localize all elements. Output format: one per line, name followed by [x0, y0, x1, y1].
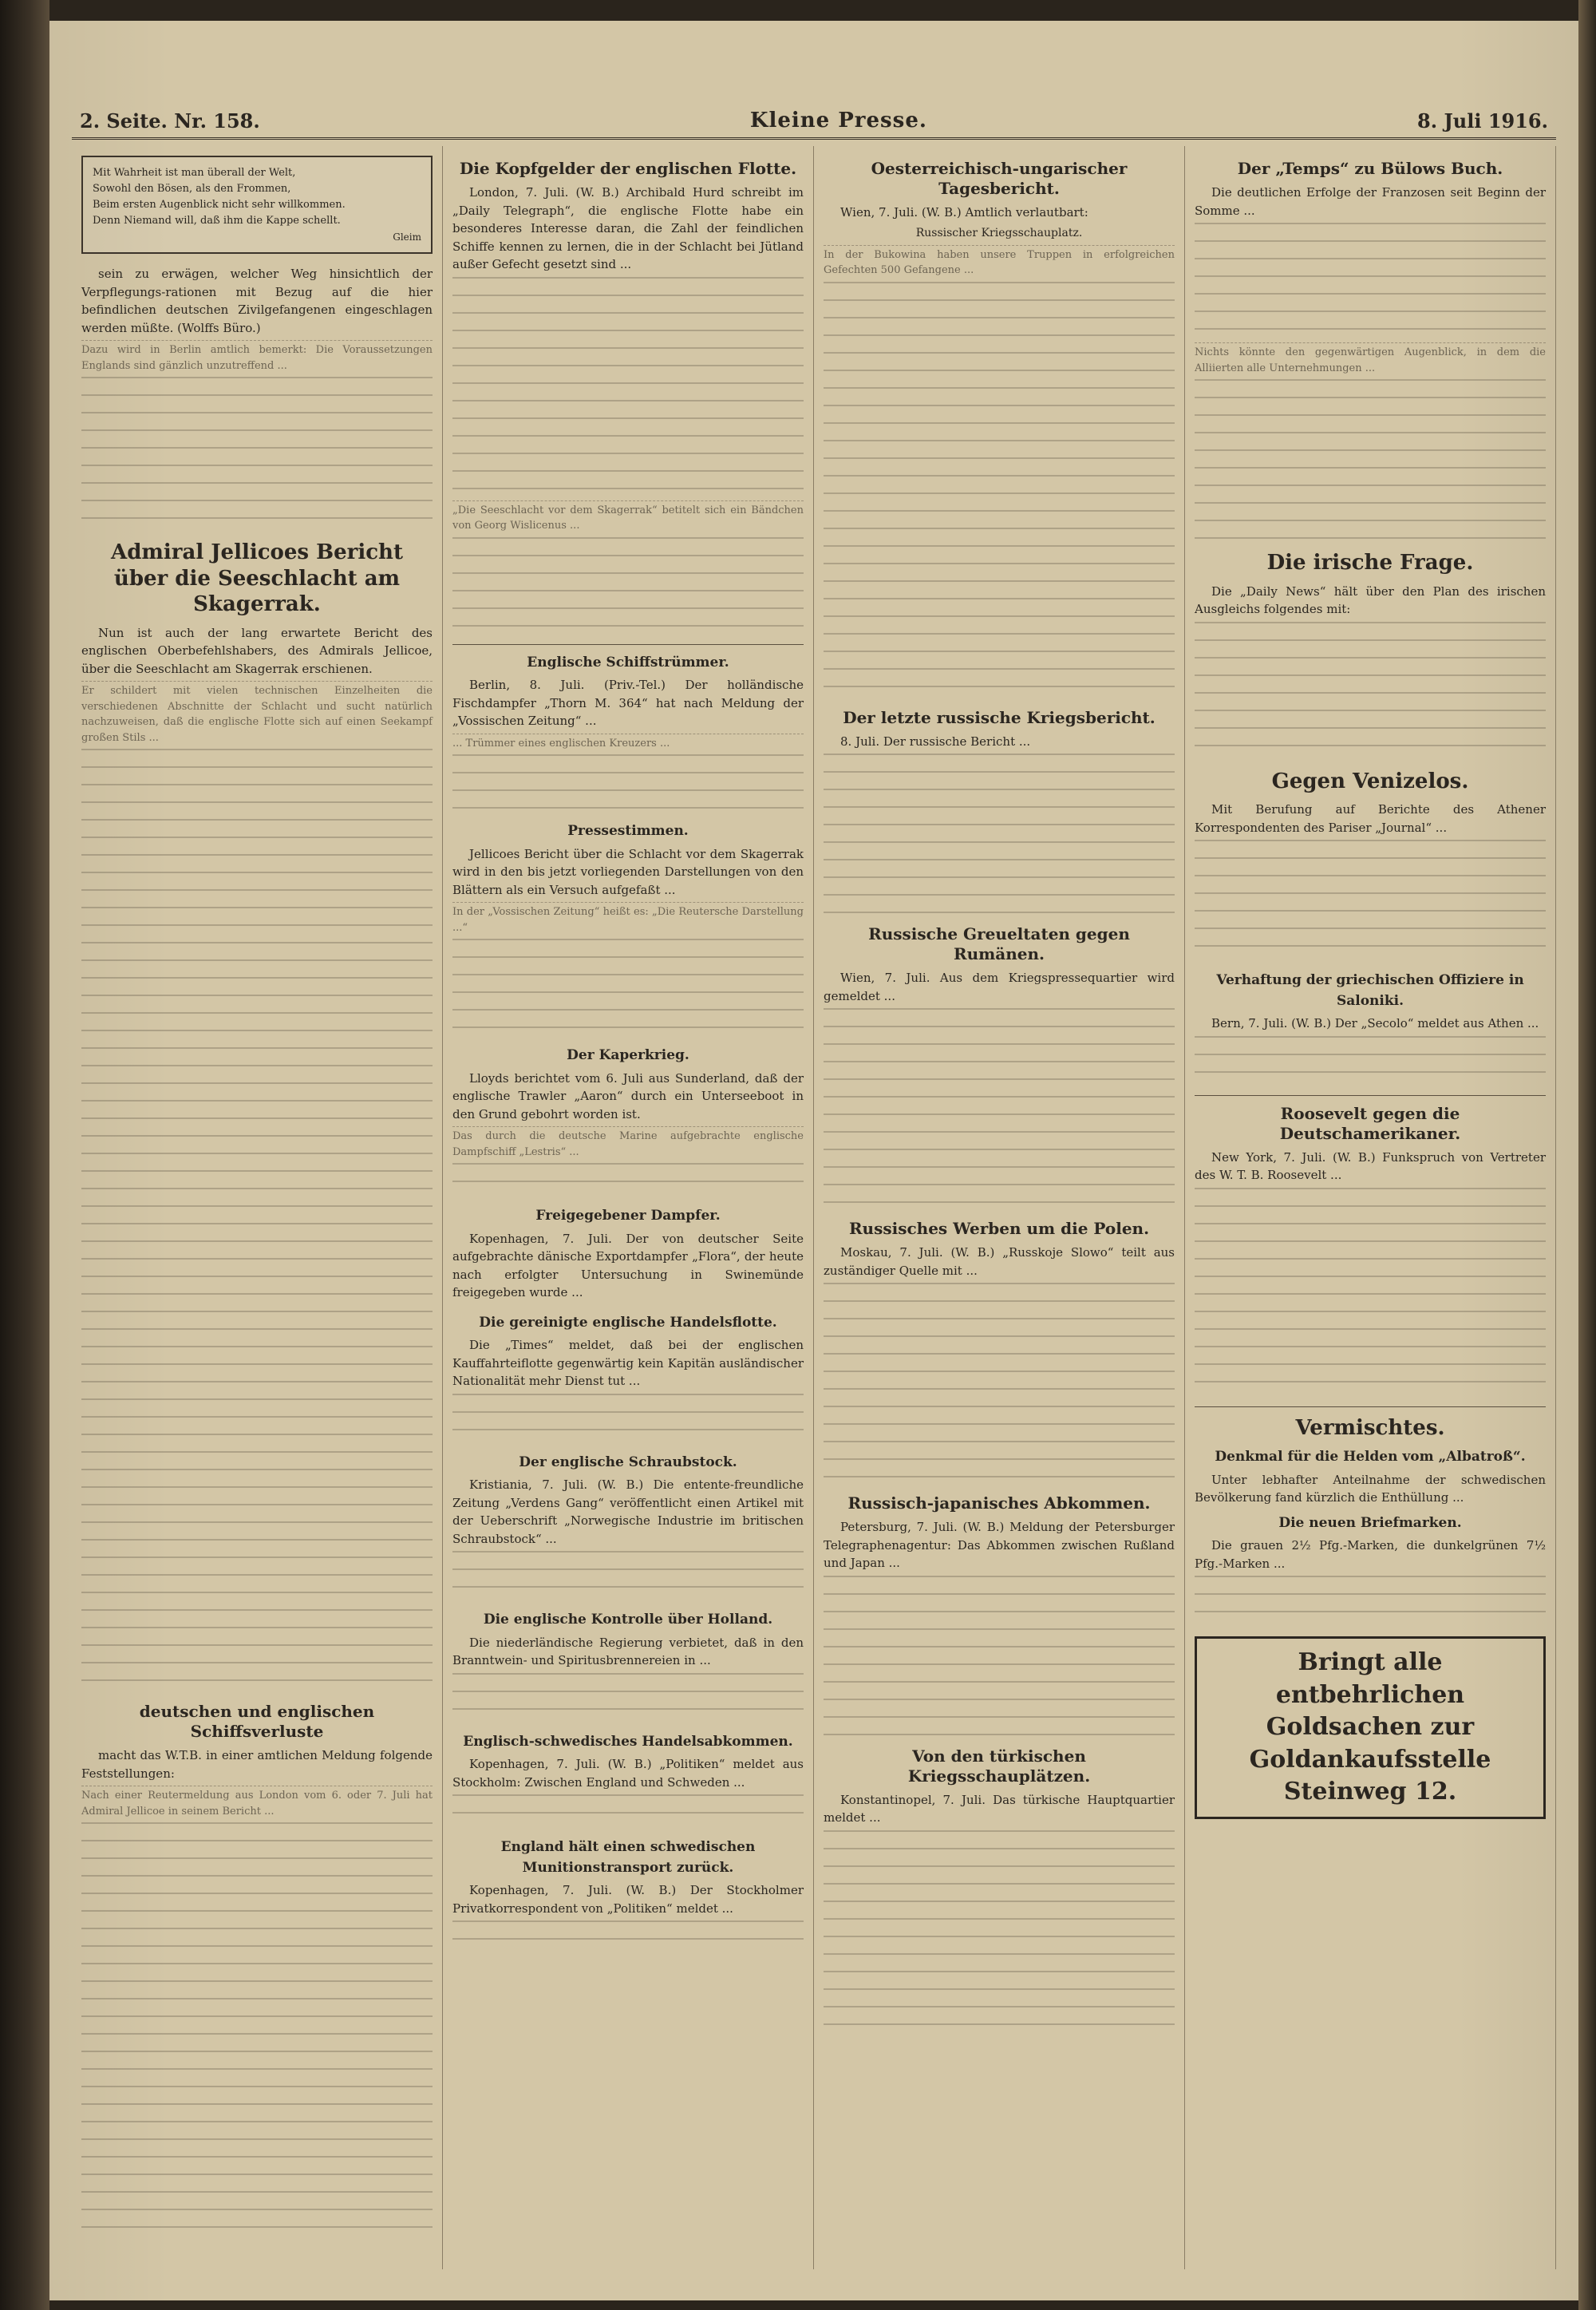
article-offiziere — [1195, 971, 1546, 1084]
goldankauf-advert: Bringt alle entbehrlichen Goldsachen zur Goldankaufsstelle Steinweg 12. — [1195, 1636, 1546, 1819]
headline: Der englische Schraubstock. — [519, 1454, 737, 1470]
article-kaperkrieg — [452, 1046, 804, 1195]
article-lead: sein zu erwägen, welcher Weg hinsichtlich der Verpflegungs-rationen mit Bezug auf die hier befindlichen deutschen Zivilgefangenen eingeschlagen werden müßte. (Wolffs Büro.) — [81, 267, 433, 335]
motto-signature: Gleim — [393, 231, 421, 243]
body-text-lines — [1195, 840, 1546, 959]
article-body: ... Trümmer eines englischen Kreuzers ... — [452, 734, 804, 752]
divider — [452, 644, 804, 645]
article-lead: macht das W.T.B. in einer amtlichen Meldung folgende Feststellungen: — [81, 1748, 433, 1781]
article-lead: Lloyds berichtet vom 6. Juli aus Sunderland, daß der englische Trawler „Aaron“ durch ein Unterseeboot in den Grund gebohrt worden ist. — [452, 1070, 804, 1121]
article-vermischtes — [1195, 1415, 1546, 1624]
motto-line: Sowohl den Bösen, als den Frommen, — [93, 183, 291, 196]
headline: Der Kaperkrieg. — [567, 1047, 689, 1063]
headline: Russisch-japanisches Abkommen. — [847, 1493, 1151, 1513]
headline: Gegen Venizelos. — [1271, 769, 1469, 793]
body-text-lines — [452, 1920, 804, 1952]
article-lead: Die deutlichen Erfolge der Franzosen seit Beginn der Somme ... — [1195, 185, 1546, 218]
headline: Von den türkischen Kriegsschauplätzen. — [907, 1746, 1091, 1786]
article-schiffsverluste — [81, 1702, 433, 2237]
article-lead: Jellicoes Bericht über die Schlacht vor dem Skagerrak wird in den bis jetzt vorliegenden Darstellungen von den Blättern als ein Versuch aufgefaßt ... — [452, 846, 804, 897]
article-body: In der „Vossischen Zeitung“ heißt es: „Die Reutersche Darstellung ...“ — [452, 902, 804, 935]
article-lead: Petersburg, 7. Juli. (W. B.) Meldung der Petersburger Telegraphenagentur: Das Abkommen zwischen Rußland und Japan ... — [824, 1520, 1175, 1570]
motto-box — [81, 156, 433, 254]
article-body: Das durch die deutsche Marine aufgebrachte englische Dampfschiff „Lestris“ ... — [452, 1126, 804, 1160]
article-roosevelt — [1195, 1104, 1546, 1395]
headline: Die gereinigte englische Handelsflotte. — [479, 1314, 777, 1331]
body-text-lines — [824, 754, 1175, 913]
divider — [1195, 1406, 1546, 1407]
body-text-lines — [452, 1394, 804, 1442]
body-text-lines — [452, 1794, 804, 1826]
body-text-lines — [1195, 1188, 1546, 1395]
article-lead: Kopenhagen, 7. Juli. (W. B.) Der Stockholmer Privatkorrespondent von „Politiken“ meldet ... — [452, 1883, 804, 1916]
headline: England hält einen schwedischen Munitionstransport zurück. — [500, 1839, 756, 1876]
columns — [72, 146, 1556, 2269]
article-freigegeben — [452, 1206, 804, 1302]
body-text-lines — [824, 1008, 1175, 1208]
article-lead: Kopenhagen, 7. Juli. Der von deutscher Seite aufgebrachte dänische Exportdampfer „Flora“, der heute nach erfolgter Untersuchung in Swinemünde freigegeben wurde ... — [452, 1231, 804, 1299]
divider — [1195, 1095, 1546, 1096]
body-text-lines — [452, 754, 804, 810]
article-tagesbericht — [824, 159, 1175, 697]
body-text-lines — [824, 1283, 1175, 1482]
article-lead: Die „Times“ meldet, daß bei der englischen Kauffahrteiflotte gegenwärtig kein Kapitän ausländischer Nationalität mehr Dienst tut ... — [452, 1338, 804, 1388]
body-text-lines — [452, 1673, 804, 1721]
article-body: „Die Seeschlacht vor dem Skagerrak“ betitelt sich ein Bändchen von Georg Wislicenus ... — [452, 500, 804, 534]
article-body: Nach einer Reutermeldung aus London vom 6. oder 7. Juli hat Admiral Jellicoe in seinem Bericht ... — [81, 1786, 433, 1819]
body-text-lines — [824, 1830, 1175, 2038]
article-schwedisch — [452, 1732, 804, 1827]
body-text-lines — [81, 1822, 433, 2237]
body-text-lines — [1195, 622, 1546, 757]
newspaper-page — [49, 21, 1578, 2300]
right-edge-shadow — [1578, 0, 1596, 2310]
headline: Pressestimmen. — [567, 823, 689, 839]
article-lead: Wien, 7. Juli. (W. B.) Amtlich verlautbart: — [840, 205, 1088, 220]
section-title: Vermischtes. — [1295, 1415, 1445, 1440]
article-lead: Nun ist auch der lang erwartete Bericht des englischen Oberbefehlshabers, des Admirals Jellicoe, über die Seeschlacht am Skagerrak erschienen. — [81, 625, 433, 676]
article-body: Nichts könnte den gegenwärtigen Augenblick, in dem die Alliierten alle Unternehmungen ... — [1195, 342, 1546, 376]
article-temps — [1195, 159, 1546, 539]
article-schiffstruemmer — [452, 653, 804, 811]
article-body: In der Bukowina haben unsere Truppen in erfolgreichen Gefechten 500 Gefangene ... — [824, 245, 1175, 279]
body-text-lines — [452, 277, 804, 500]
masthead-left: 2. Seite. Nr. 158. — [80, 109, 260, 133]
motto-line: Denn Niemand will, daß ihm die Kappe schellt. — [93, 215, 341, 227]
headline: Admiral Jellicoes Bericht über die Seeschlacht am Skagerrak. — [111, 540, 403, 617]
headline: Russische Greueltaten gegen Rumänen. — [868, 924, 1130, 963]
article-lead: London, 7. Juli. (W. B.) Archibald Hurd schreibt im „Daily Telegraph“, die englische Flotte habe ein besonderes Interesse daran, die Zahl der feindlichen Schiffe kennen zu lernen, die in der Schlacht bei Jütland außer Gefecht gesetzt sind ... — [452, 185, 804, 271]
article-lead: Mit Berufung auf Berichte des Athener Korrespondenten des Pariser „Journal“ ... — [1195, 802, 1546, 835]
headline: Verhaftung der griechischen Offiziere in Saloniki. — [1216, 972, 1524, 1009]
headline: Die englische Kontrolle über Holland. — [483, 1612, 773, 1628]
article-lead: 8. Juli. Der russische Bericht ... — [840, 734, 1031, 749]
article-handelsflotte — [452, 1313, 804, 1442]
body-text-lines — [81, 377, 433, 528]
article-kopfgelder — [452, 159, 804, 633]
motto-line: Mit Wahrheit ist man überall der Welt, — [93, 167, 296, 179]
column-3 — [814, 146, 1185, 2269]
column-2 — [443, 146, 814, 2269]
headline: Roosevelt gegen die Deutschamerikaner. — [1279, 1103, 1461, 1143]
body-text-lines — [824, 1576, 1175, 1735]
column-1 — [72, 146, 443, 2269]
article-lead: Bern, 7. Juli. (W. B.) Der „Secolo“ meldet aus Athen ... — [1211, 1016, 1539, 1030]
article-lead: Berlin, 8. Juli. (Priv.-Tel.) Der holländische Fischdampfer „Thorn M. 364“ hat nach Meldung der „Vossischen Zeitung“ ... — [452, 678, 804, 728]
article-jellicoe — [81, 540, 433, 1691]
article-munition — [452, 1837, 804, 1952]
masthead — [72, 53, 1556, 140]
body-text-lines — [452, 537, 804, 633]
article-lead: Konstantinopel, 7. Juli. Das türkische Hauptquartier meldet ... — [824, 1792, 1175, 1825]
article-lead: Kopenhagen, 7. Juli. (W. B.) „Politiken“ meldet aus Stockholm: Zwischen England und Schweden ... — [452, 1757, 804, 1790]
article-kontrolle — [452, 1610, 804, 1721]
headline: Die neuen Briefmarken. — [1278, 1514, 1462, 1531]
article-venizelos — [1195, 769, 1546, 960]
headline: Freigegebener Dampfer. — [535, 1208, 721, 1224]
masthead-title: Kleine Presse. — [749, 109, 927, 133]
masthead-right: 8. Juli 1916. — [1417, 109, 1548, 133]
article-body: Dazu wird in Berlin amtlich bemerkt: Die Voraussetzungen Englands sind gänzlich unzutreffend ... — [81, 340, 433, 374]
headline: Russisches Werben um die Polen. — [848, 1219, 1150, 1238]
article-body: Er schildert mit vielen technischen Einzelheiten die verschiedenen Abschnitte der Schlacht und sucht natürlich nachzuweisen, daß die englische Flotte sich auf einen Seekampf großen Stils ... — [81, 681, 433, 746]
article-tuerkisch — [824, 1746, 1175, 2038]
article-japan — [824, 1493, 1175, 1735]
body-text-lines — [1195, 223, 1546, 342]
body-text-lines — [824, 282, 1175, 697]
subheading: Russischer Kriegsschauplatz. — [915, 226, 1083, 239]
article-lead: Die grauen 2½ Pfg.-Marken, die dunkelgrünen 7½ Pfg.-Marken ... — [1195, 1538, 1546, 1571]
headline: Die Kopfgelder der englischen Flotte. — [459, 159, 797, 178]
headline: Oesterreichisch-ungarischer Tagesbericht. — [871, 159, 1128, 198]
article-lead: Wien, 7. Juli. Aus dem Kriegspressequartier wird gemeldet ... — [824, 971, 1175, 1003]
article-lead: Kristiania, 7. Juli. (W. B.) Die entente-freundliche Zeitung „Verdens Gang“ veröffentlicht einen Artikel mit der Ueberschrift „Norwegische Industrie im britischen Schraubstock“ ... — [452, 1477, 804, 1546]
body-text-lines — [1195, 1036, 1546, 1084]
headline: Der „Temps“ zu Bülows Buch. — [1237, 159, 1503, 178]
body-text-lines — [1195, 379, 1546, 539]
article-schraubstock — [452, 1453, 804, 1600]
article-lead: Die „Daily News“ hält über den Plan des irischen Ausgleichs folgendes mit: — [1195, 583, 1546, 616]
headline: deutschen und englischen Schiffsverluste — [139, 1702, 375, 1742]
body-text-lines — [452, 1551, 804, 1599]
headline: Englisch-schwedisches Handelsabkommen. — [463, 1733, 793, 1750]
body-text-lines — [1195, 1576, 1546, 1624]
article-pressestimmen — [452, 821, 804, 1034]
body-text-lines — [452, 1163, 804, 1195]
article-lead: Unter lebhafter Anteilnahme der schwedischen Bevölkerung fand kürzlich die Enthüllung ... — [1195, 1472, 1546, 1505]
article-rumaenen — [824, 924, 1175, 1208]
binding-shadow — [0, 0, 49, 2310]
column-4 — [1185, 146, 1556, 2269]
headline: Die irische Frage. — [1266, 551, 1474, 575]
article-zivilgefangene — [81, 265, 433, 528]
article-lead: Die niederländische Regierung verbietet, daß in den Branntwein- und Spiritusbrennereien in ... — [452, 1635, 804, 1667]
article-werben — [824, 1219, 1175, 1482]
body-text-lines — [81, 749, 433, 1691]
body-text-lines — [452, 939, 804, 1034]
headline: Denkmal für die Helden vom „Albatroß“. — [1215, 1449, 1526, 1465]
article-lead: New York, 7. Juli. (W. B.) Funkspruch von Vertreter des W. T. B. Roosevelt ... — [1195, 1149, 1546, 1182]
article-kriegsbericht — [824, 708, 1175, 914]
headline: Der letzte russische Kriegsbericht. — [843, 707, 1156, 727]
article-lead: Moskau, 7. Juli. (W. B.) „Russkoje Slowo“ teilt aus zuständiger Quelle mit ... — [824, 1245, 1175, 1278]
article-irisch — [1195, 550, 1546, 757]
headline: Englische Schiffstrümmer. — [527, 654, 729, 670]
motto-line: Beim ersten Augenblick nicht sehr willkommen. — [93, 199, 346, 212]
